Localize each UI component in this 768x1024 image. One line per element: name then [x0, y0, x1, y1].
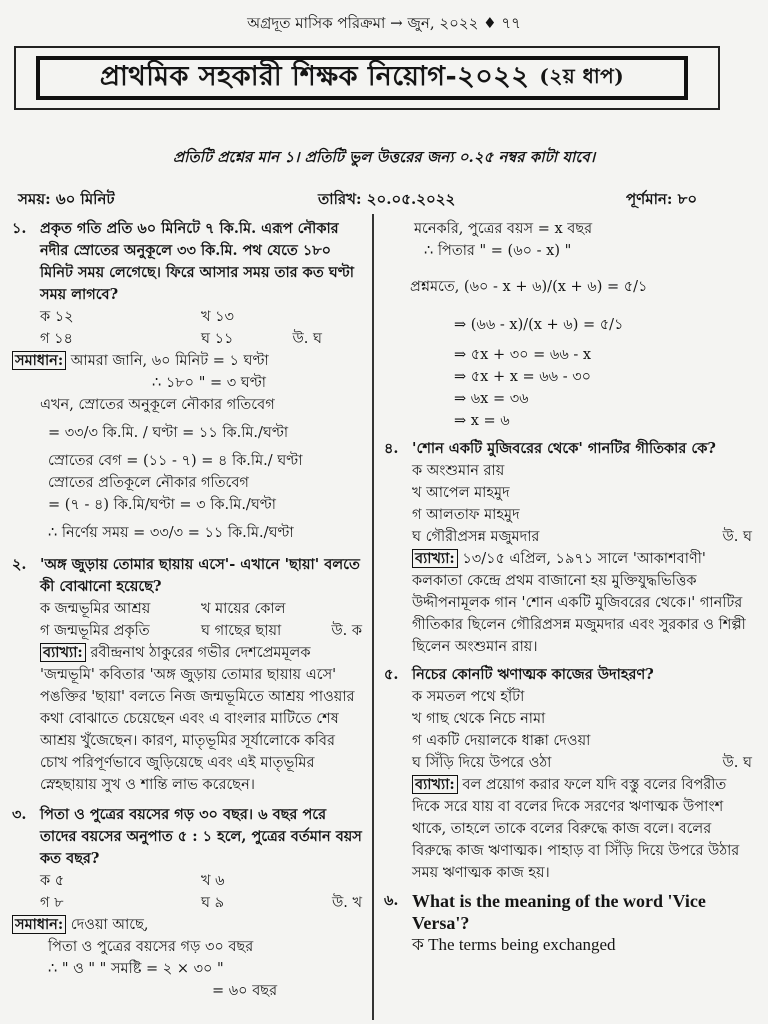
solution-line: আমরা জানি, ৬০ মিনিট = ১ ঘণ্টা	[70, 353, 269, 369]
solution-line: = ৩৩/৩ কি.মি. / ঘণ্টা = ১১ কি.মি./ঘণ্টা	[48, 425, 289, 441]
option-a: ক ১২	[40, 309, 74, 325]
solution-line: মনেকরি, পুত্রের বয়স = x বছর	[414, 221, 593, 237]
question-number: ৬.	[384, 892, 399, 909]
explanation-text: বল প্রয়োগ করার ফলে যদি বস্তু বলের বিপরীত দিকে সরে যায় বা বলের দিকে সরণের ঋণাত্মক উপাংশ থাকে, তাহলে তাকে বলের বিরুদ্ধে কাজ বলে। বলের বিরুদ্ধে কাজ ঋণাত্মক। পাহাড় বা সিঁড়ি দিয়ে উপরে উঠার সময় ঋণাত্মক কাজ হয়।	[412, 777, 740, 881]
option-a: ক ৫	[40, 873, 65, 889]
option-d: ঘ ৯	[201, 895, 224, 911]
solution-line: ⇒ ৬x = ৩৬	[454, 391, 529, 407]
option-c: গ আলতাফ মাহমুদ	[412, 507, 520, 523]
option-a: ক জন্মভূমির আশ্রয়	[40, 601, 151, 617]
solution-label: সমাধান:	[12, 915, 66, 934]
explanation-label: ব্যাখ্যা:	[40, 643, 86, 662]
explanation-text: ১৩/১৫ এপ্রিল, ১৯৭১ সালে 'আকাশবাণী' কলকাতা কেন্দ্রে প্রথম বাজানো হয় মুক্তিযুদ্ধভিত্তিক উদ্দীপনামূলক গান 'শোন একটি মুজিবরের থেকে।' গানটির গীতিকার ছিলেন গৌরিপ্রসন্ন মজুমদার এবং সুরকার ও শিল্পী ছিলেন অংশুমান রায়।	[412, 551, 746, 655]
answer-key: উ. খ	[331, 895, 362, 911]
solution-line: পিতা ও পুত্রের বয়সের গড় ৩০ বছর	[48, 939, 254, 955]
solution-line: ⇒ (৬৬ - x)/(x + ৬) = ৫/১	[454, 317, 624, 333]
question-text: What is the meaning of the word 'Vice Versa'?	[412, 891, 706, 933]
question-4	[384, 438, 752, 658]
option-d: ঘ ১১	[201, 331, 234, 347]
question-5	[384, 664, 752, 884]
solution-line: এখন, স্রোতের অনুকূলে নৌকার গতিবেগ	[40, 397, 275, 413]
answer-key: উ. ঘ	[292, 331, 322, 347]
explanation-label: ব্যাখ্যা:	[412, 775, 458, 794]
option-c: গ জন্মভূমির প্রকৃতি	[40, 623, 150, 639]
column-divider	[372, 214, 374, 1020]
question-text: পিতা ও পুত্রের বয়সের গড় ৩০ বছর। ৬ বছর পরে তাদের বয়সের অনুপাত ৫ : ১ হলে, পুত্রের বর্তমান বয়স কত বছর?	[40, 806, 362, 867]
date-info: তারিখ: ২০.০৫.২০২২	[318, 190, 456, 208]
options	[40, 870, 362, 914]
question-text: প্রকৃত গতি প্রতি ৬০ মিনিটে ৭ কি.মি. এরূপ নৌকার নদীর স্রোতের অনুকূলে ৩৩ কি.মি. পথ যেতে ১৮০ মিনিট সময় লেগেছে। ফিরে আসার সময় তার কত ঘণ্টা সময় লাগবে?	[40, 220, 354, 303]
option-c: গ ১৪	[40, 331, 73, 347]
question-3-continued	[384, 218, 752, 432]
question-number: ১.	[12, 220, 27, 237]
solution-line: দেওয়া আছে,	[70, 917, 149, 933]
exam-phase: (২য় ধাপ)	[539, 63, 625, 88]
question-text: 'অঙ্গ জুড়ায় তোমার ছায়ায় এসে'- এখানে 'ছায়া' বলতে কী বোঝানো হয়েছে?	[40, 556, 360, 595]
running-header: অগ্রদূত মাসিক পরিক্রমা → জুন, ২০২২ ♦ ৭৭	[247, 14, 521, 32]
option-c: গ ৮	[40, 895, 64, 911]
solution-line: স্রোতের প্রতিকূলে নৌকার গতিবেগ	[48, 475, 249, 491]
option-b: খ ১৩	[201, 309, 234, 325]
option-a: ক অংশুমান রায়	[412, 463, 505, 479]
solution-line: ∴ ১৮০ " = ৩ ঘণ্টা	[152, 375, 266, 391]
answer-key: উ. ক	[331, 623, 362, 639]
question-number: ৪.	[384, 440, 399, 457]
solution-line: ⇒ ৫x + x = ৬৬ - ৩০	[454, 369, 592, 385]
answer-key: উ. ঘ	[722, 529, 752, 545]
option-d: ঘ সিঁড়ি দিয়ে উপরে ওঠা	[412, 755, 552, 771]
exam-title: প্রাথমিক সহকারী শিক্ষক নিয়োগ-২০২২	[99, 60, 530, 92]
options	[40, 598, 362, 642]
solution-line: ∴ পিতার " = (৬০ - x) "	[424, 243, 572, 259]
solution-line: = (৭ - ৪) কি.মি/ঘণ্টা = ৩ কি.মি./ঘণ্টা	[48, 497, 277, 513]
full-marks: পূর্ণমান: ৮০	[626, 190, 698, 208]
title-banner	[14, 46, 720, 110]
solution-line: ⇒ ৫x + ৩০ = ৬৬ - x	[454, 347, 592, 363]
option-b: খ মায়ের কোল	[201, 601, 286, 617]
solution-line: স্রোতের বেগ = (১১ - ৭) = ৪ কি.মি./ ঘণ্টা	[48, 453, 303, 469]
question-text: নিচের কোনটি ঋণাত্মক কাজের উদাহরণ?	[412, 666, 654, 683]
question-3	[12, 804, 362, 1002]
question-number: ২.	[12, 556, 27, 573]
explanation-label: ব্যাখ্যা:	[412, 549, 458, 568]
solution-line: প্রশ্নমতে, (৬০ - x + ৬)/(x + ৬) = ৫/১	[410, 279, 648, 295]
option-b: খ আপেল মাহমুদ	[412, 485, 510, 501]
solution-line: ∴ " ও " " সমষ্টি = ২ × ৩০ "	[48, 961, 224, 977]
question-text: 'শোন একটি মুজিবরের থেকে' গানটির গীতিকার কে?	[412, 440, 716, 457]
marking-notice: প্রতিটি প্রশ্নের মান ১। প্রতিটি ভুল উত্তরের জন্য ০.২৫ নম্বর কাটা যাবে।	[172, 148, 596, 166]
option-a: ক The terms being exchanged	[412, 935, 616, 954]
option-c: গ একটি দেয়ালকে ধাক্কা দেওয়া	[412, 733, 591, 749]
option-d: ঘ গাছের ছায়া	[201, 623, 282, 639]
question-1	[12, 218, 362, 544]
title-box	[36, 56, 688, 100]
solution-line: = ৬০ বছর	[212, 983, 278, 999]
solution-label: সমাধান:	[12, 351, 66, 370]
option-d: ঘ গৌরীপ্রসন্ন মজুমদার	[412, 529, 540, 545]
question-number: ৩.	[12, 806, 27, 823]
solution-line: ⇒ x = ৬	[454, 413, 510, 429]
option-a: ক সমতল পথে হাঁটা	[412, 689, 525, 705]
option-b: খ গাছ থেকে নিচে নামা	[412, 711, 546, 727]
question-6	[384, 890, 752, 956]
right-column	[384, 218, 752, 956]
time-info: সময়: ৬০ মিনিট	[18, 190, 115, 208]
question-2	[12, 554, 362, 796]
explanation-text: রবীন্দ্রনাথ ঠাকুরের গভীর দেশপ্রেমমূলক 'জন্মভূমি' কবিতার 'অঙ্গ জুড়ায় তোমার ছায়ায় এসে' পঙক্তির 'ছায়া' বলতে নিজ জন্মভূমিতে আশ্রয় পাওয়ার কথা বোঝাতে চেয়েছেন এবং এ বাংলার মাটিতে শেষ আশ্রয় খুঁজেছেন। কারণ, মাতৃভূমির সূর্যালোকে কবির চোখ পরিপূর্ণভাবে জুড়িয়েছে এবং এই মাতৃভূমির স্নেহছায়ায় সুখ ও শান্তি লাভ করেছেন।	[40, 645, 355, 793]
answer-key: উ. ঘ	[722, 755, 752, 771]
option-b: খ ৬	[201, 873, 225, 889]
solution-line: ∴ নির্ণেয় সময় = ৩৩/৩ = ১১ কি.মি./ঘণ্টা	[48, 525, 294, 541]
question-number: ৫.	[384, 666, 399, 683]
left-column	[12, 218, 362, 1002]
